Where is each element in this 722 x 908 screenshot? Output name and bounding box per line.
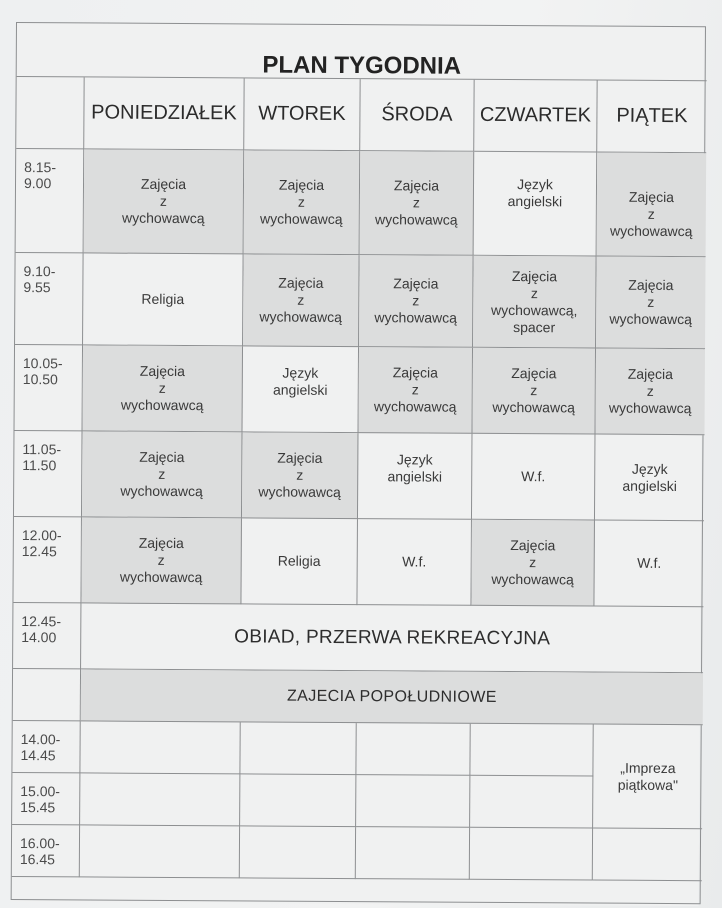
empty-cell — [593, 829, 702, 882]
lesson-cell: Zajęcia z wychowawcą — [472, 348, 596, 435]
empty-cell — [356, 775, 470, 828]
lesson-cell: W.f. — [594, 521, 704, 608]
lesson-cell: Zajęcia z wychowawcą — [597, 153, 707, 258]
lesson-cell: W.f. — [472, 434, 596, 521]
corner-cell — [16, 77, 84, 149]
day-header-monday: PONIEDZIAŁEK — [84, 77, 244, 150]
lesson-cell: Język angielski — [358, 433, 473, 520]
lesson-cell: W.f. — [357, 519, 472, 606]
lesson-cell: Język angielski — [595, 435, 705, 522]
time-slot: 11.05- 11.50 — [14, 431, 83, 517]
time-slot: 9.10- 9.55 — [15, 253, 84, 345]
day-header-tuesday: WTOREK — [244, 78, 360, 151]
lesson-cell: Zajęcia z wychowawcą — [82, 431, 243, 518]
lesson-cell: Zajęcia z wychowawcą — [244, 150, 361, 255]
lesson-cell: Zajęcia z wychowawcą — [596, 257, 706, 350]
lesson-cell: Zajęcia z wychowawcą — [360, 151, 475, 256]
lesson-cell: Zajęcia z wychowawcą — [243, 254, 360, 347]
empty-cell — [80, 773, 240, 826]
time-slot: 12.45- 14.00 — [13, 603, 81, 669]
day-header-wednesday: ŚRODA — [360, 79, 474, 152]
day-header-friday: PIĄTEK — [597, 81, 706, 154]
afternoon-header: ZAJECIA POPOŁUDNIOWE — [81, 669, 703, 725]
empty-cell — [356, 827, 470, 880]
lunch-break-banner: OBIAD, PRZERWA REKREACYJNA — [81, 603, 703, 673]
page-title: PLAN TYGODNIA — [17, 23, 707, 81]
time-slot: 12.00- 12.45 — [13, 517, 82, 603]
lesson-cell: Religia — [83, 253, 244, 346]
lesson-cell: Zajęcia z wychowawcą — [81, 517, 242, 604]
lesson-cell: Język angielski — [474, 152, 598, 257]
lesson-cell: Zajęcia z wychowawcą — [84, 149, 245, 254]
lesson-cell: Zajęcia z wychowawcą — [83, 345, 244, 432]
day-header-thursday: CZWARTEK — [474, 80, 597, 153]
time-slot: 10.05- 10.50 — [15, 345, 84, 431]
lesson-cell: Zajęcia z wychowawcą — [471, 520, 595, 607]
empty-cell — [240, 774, 356, 827]
empty-cell — [470, 724, 593, 777]
lesson-cell: Zajęcia z wychowawcą — [242, 432, 359, 519]
empty-cell — [240, 722, 356, 775]
empty-cell — [13, 669, 81, 721]
empty-cell — [240, 826, 356, 879]
empty-cell — [80, 825, 240, 878]
empty-cell — [356, 723, 470, 776]
lesson-cell: Zajęcia z wychowawcą — [358, 347, 473, 434]
friday-event-cell: „Impreza piątkowa" — [593, 725, 703, 830]
time-slot: 15.00- 15.45 — [12, 773, 80, 825]
empty-cell — [470, 776, 593, 829]
empty-cell — [80, 721, 240, 774]
empty-cell — [470, 828, 593, 881]
lesson-cell: Język angielski — [242, 346, 359, 433]
time-slot: 14.00- 14.45 — [12, 721, 80, 773]
lesson-cell: Zajęcia z wychowawcą — [359, 255, 474, 348]
lesson-cell: Zajęcia z wychowawcą, spacer — [473, 256, 597, 349]
schedule-table — [11, 22, 706, 904]
lesson-cell: Religia — [241, 518, 358, 605]
lesson-cell: Zajęcia z wychowawcą — [595, 349, 705, 436]
schedule-sheet — [11, 22, 704, 906]
time-slot: 8.15- 9.00 — [16, 149, 85, 253]
time-slot: 16.00- 16.45 — [12, 825, 80, 877]
